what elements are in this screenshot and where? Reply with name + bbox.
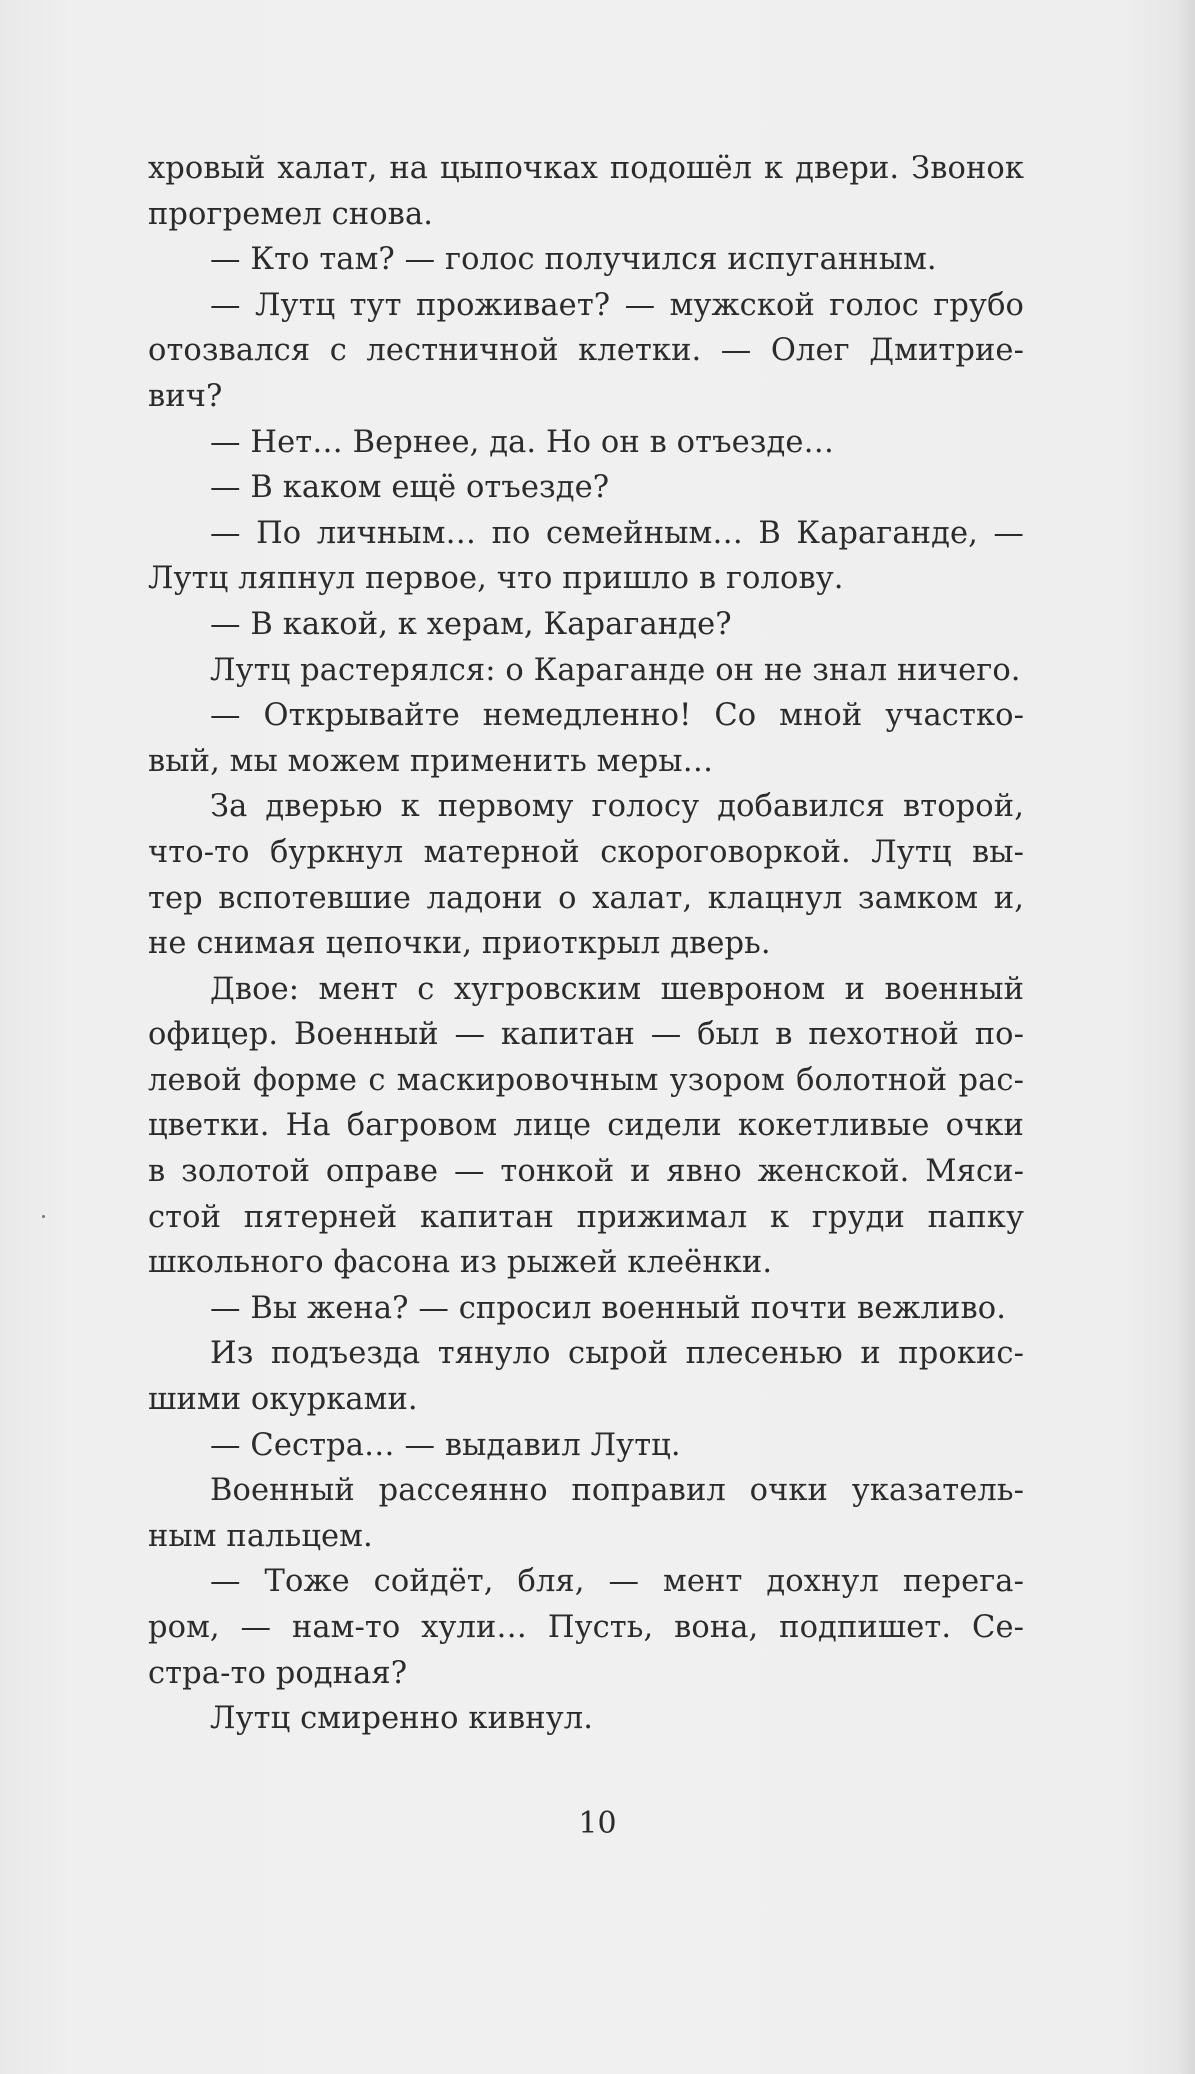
text-line: стой пятерней капитан прижимал к груди папку (148, 1199, 1024, 1235)
text-line: — Открывайте немедленно! Со мной участко- (210, 698, 1024, 734)
text-line: что-то буркнул матерной скороговоркой. Лутц вы- (148, 834, 1024, 870)
text-line: ром, — нам-то хули… Пусть, вона, подпишет. Се- (148, 1610, 1024, 1645)
text-line: вич? (148, 378, 223, 414)
text-line: Из подъезда тянуло сырой плесенью и прокис- (210, 1336, 1024, 1372)
text-line: Лутц смиренно кивнул. (210, 1701, 594, 1737)
text-line: — По личным… по семейным… В Караганде, — (210, 515, 1024, 551)
text-line: ным пальцем. (148, 1518, 373, 1554)
text-line: — Сестра… — выдавил Лутц. (210, 1427, 681, 1463)
page-number: 10 (578, 1806, 617, 1841)
text-line: За дверью к первому голосу добавился второй, (210, 789, 1024, 825)
text-line: хровый халат, на цыпочках подошёл к двери. Звонок (148, 151, 1024, 186)
text-line: Двое: мент с хугровским шевроном и военный (210, 971, 1024, 1007)
text-line: Лутц растерялся: о Караганде он не знал ничего. (210, 652, 1021, 688)
text-line: — Кто там? — голос получился испуганным. (210, 242, 937, 278)
text-line: офицер. Военный — капитан — был в пехотной по- (148, 1017, 1024, 1053)
text-line: — Вы жена? — спросил военный почти вежливо. (210, 1290, 1007, 1326)
text-line: — В какой, к херам, Караганде? (210, 606, 732, 642)
text-line: — Тоже сойдёт, бля, — мент дохнул перега- (210, 1564, 1024, 1600)
text-line: шими окурками. (148, 1382, 418, 1418)
text-line: школьного фасона из рыжей клеёнки. (148, 1245, 773, 1281)
text-line: Военный рассеянно поправил очки указатель- (210, 1473, 1024, 1509)
text-line: левой форме с маскировочным узором болотной рас- (148, 1062, 1024, 1098)
text-line: — В каком ещё отъезде? (210, 470, 610, 506)
text-line: в золотой оправе — тонкой и явно женской. Мяси- (148, 1154, 1024, 1190)
text-line: тер вспотевшие ладони о халат, клацнул замком и, (148, 880, 1024, 916)
text-line: — Лутц тут проживает? — мужской голос грубо (210, 287, 1024, 323)
body-text (148, 146, 1024, 1742)
text-line: прогремел снова. (148, 196, 434, 232)
text-line: не снимая цепочки, приоткрыл дверь. (148, 926, 771, 962)
text-line: стра-то родная? (148, 1655, 408, 1691)
text-line: отозвался с лестничной клетки. — Олег Дмитрие- (148, 333, 1024, 369)
page-edge-shadow (1177, 0, 1195, 2074)
paper-speck (42, 1215, 45, 1218)
text-line: цветки. На багровом лице сидели кокетливые очки (148, 1108, 1024, 1144)
text-line: — Нет… Вернее, да. Но он в отъезде… (210, 424, 835, 460)
text-line: вый, мы можем применить меры… (148, 743, 714, 779)
text-line: Лутц ляпнул первое, что пришло в голову. (148, 561, 844, 597)
